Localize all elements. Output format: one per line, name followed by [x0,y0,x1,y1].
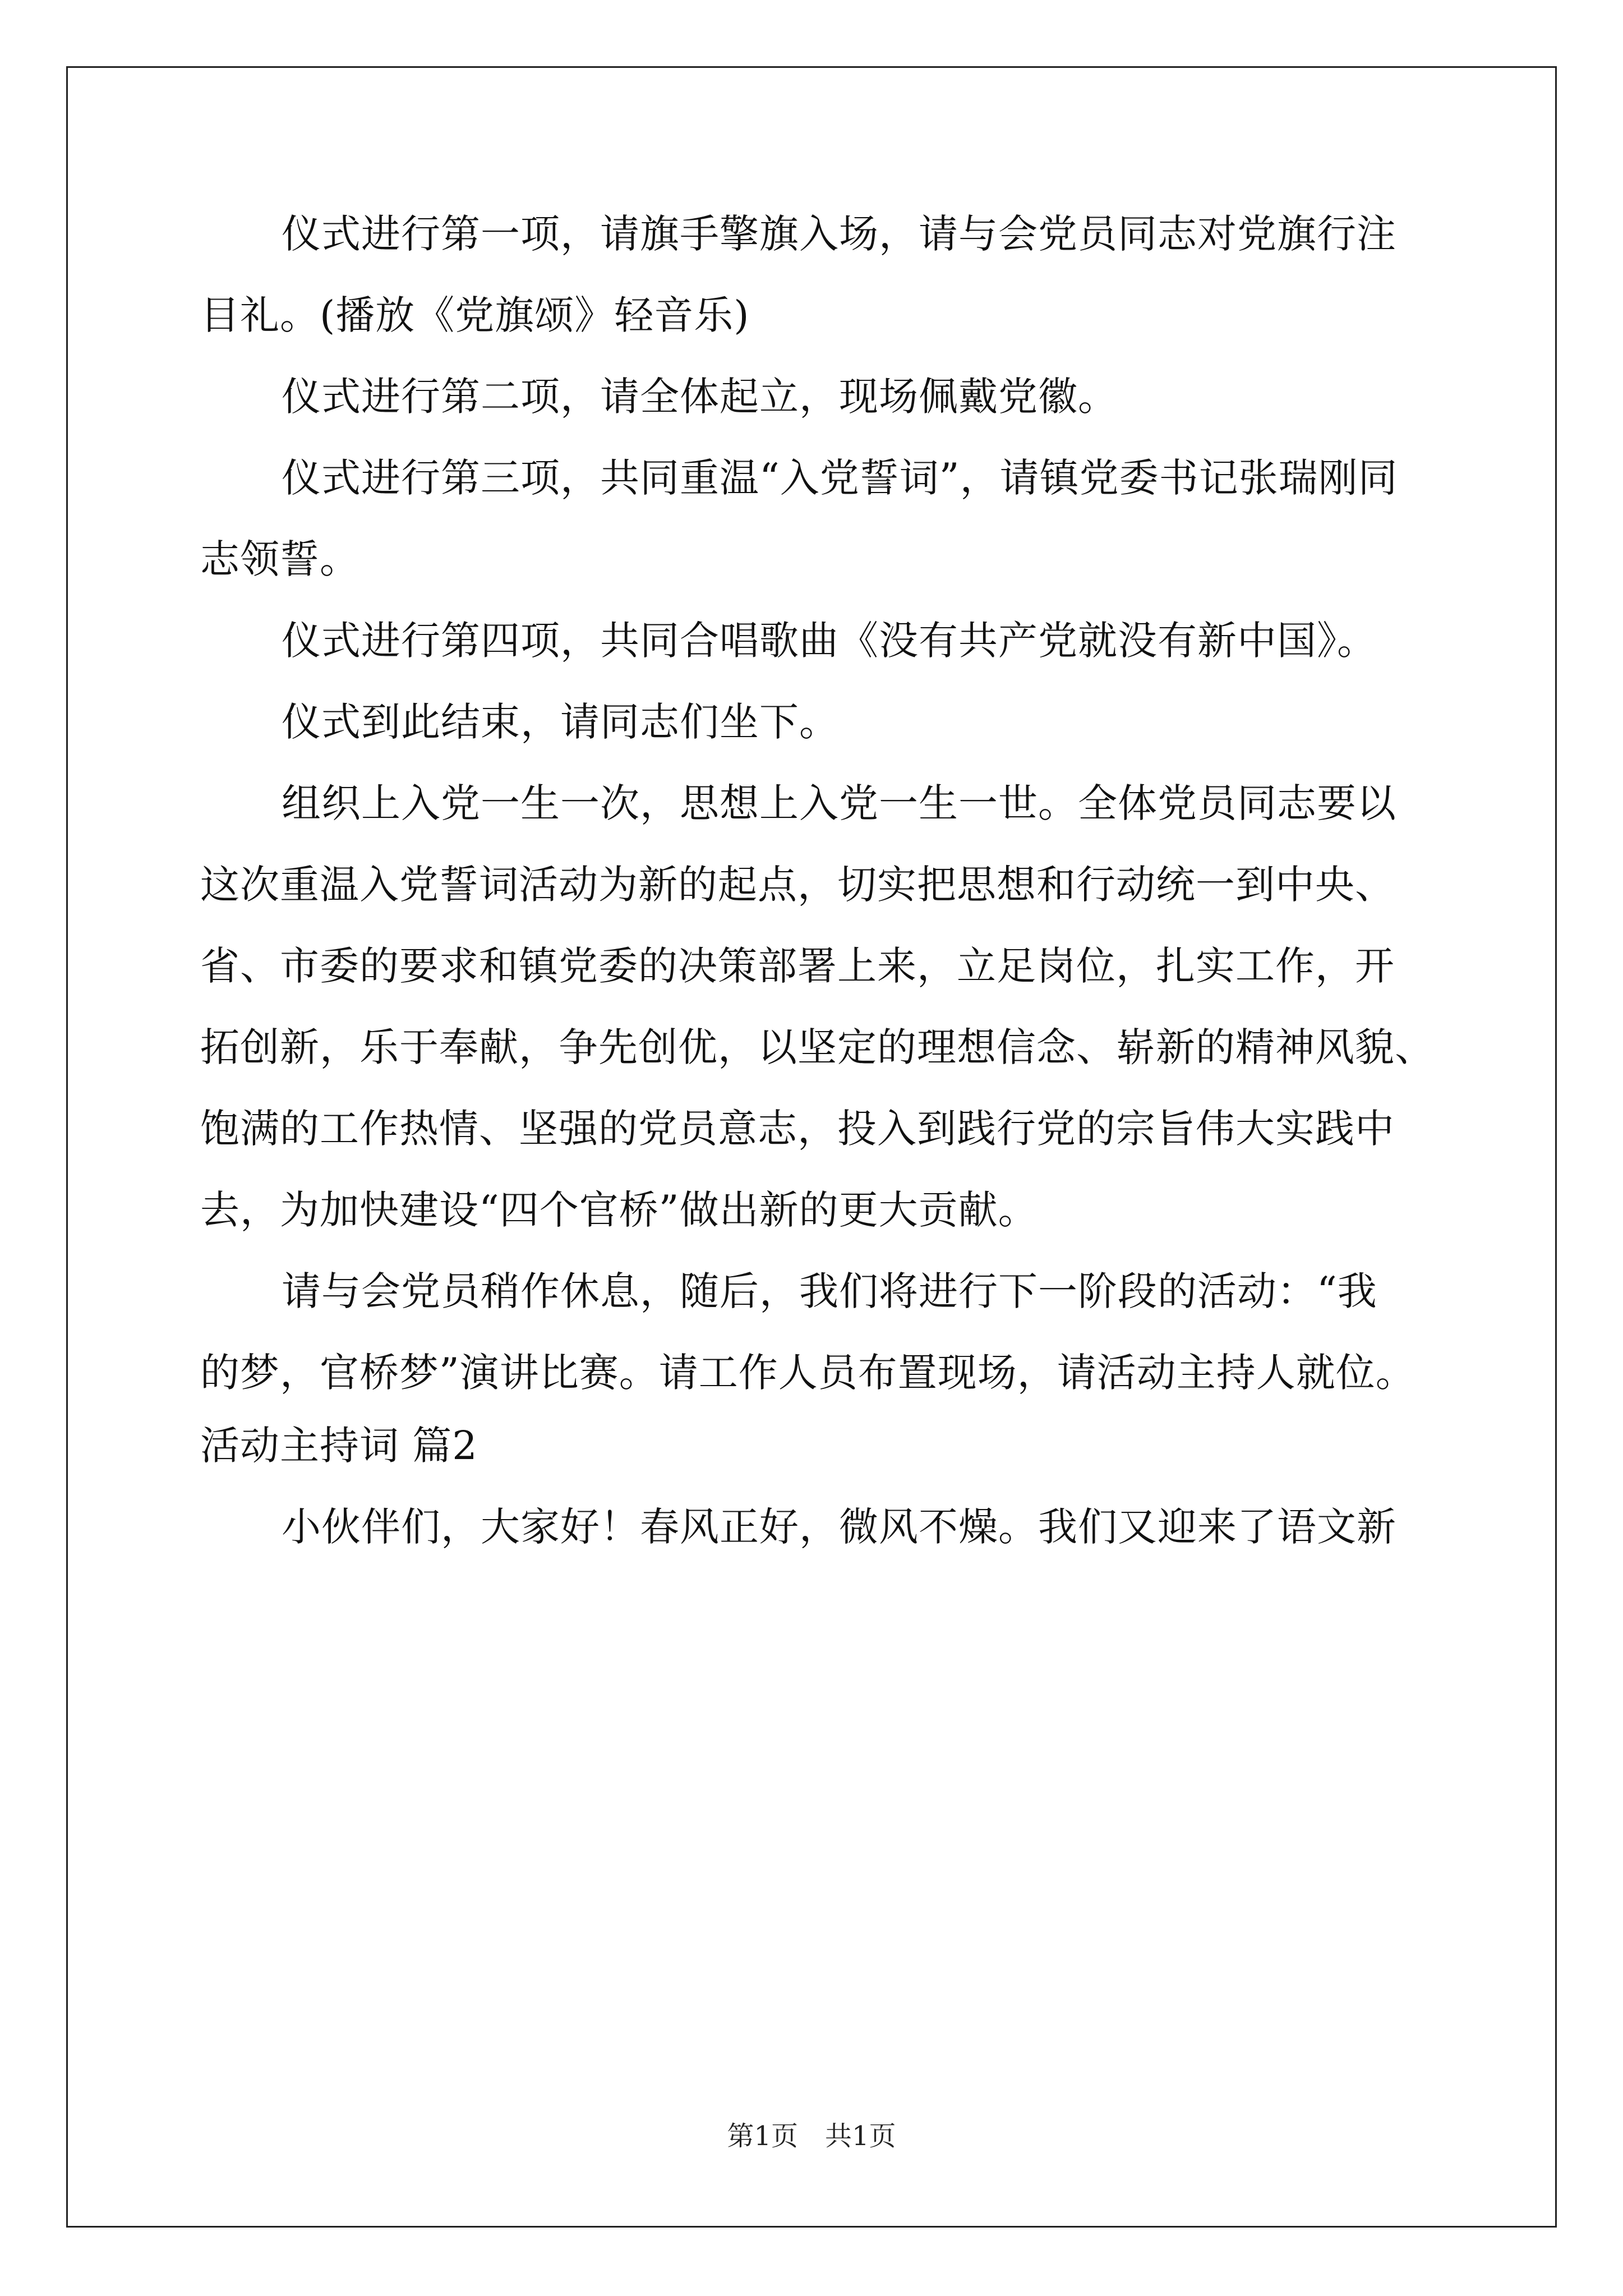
paragraph-line: 仪式进行第一项，请旗手擎旗入场，请与会党员同志对党旗行注 [282,211,1396,257]
paragraph-line: 小伙伴们，大家好！春风正好，微风不燥。我们又迎来了语文新 [282,1504,1396,1550]
section-heading: 活动主持词 篇2 [200,1423,478,1469]
page-number-footer: 第1页 共1页 [727,2120,896,2152]
paragraph-line: 省、市委的要求和镇党委的决策部署上来，立足岗位，扎实工作，开 [200,943,1395,989]
paragraph-line: 仪式进行第三项，共同重温“入党誓词”，请镇党委书记张瑞刚同 [282,455,1398,501]
paragraph-line: 请与会党员稍作休息，随后，我们将进行下一阶段的活动：“我 [282,1268,1377,1314]
paragraph-line: 仪式进行第四项，共同合唱歌曲《没有共产党就没有新中国》。 [282,618,1377,664]
paragraph-line: 的梦，官桥梦”演讲比赛。请工作人员布置现场，请活动主持人就位。 [200,1350,1415,1396]
paragraph-line: 目礼。(播放《党旗颂》轻音乐) [200,292,750,338]
paragraph-line: 仪式进行第二项，请全体起立，现场佩戴党徽。 [282,374,1118,420]
paragraph-line: 饱满的工作热情、坚强的党员意志，投入到践行党的宗旨伟大实践中 [200,1106,1395,1152]
paragraph-line: 志领誓。 [200,536,359,582]
paragraph-line: 这次重温入党誓词活动为新的起点，切实把思想和行动统一到中央、 [200,862,1395,908]
paragraph-line: 组织上入党一生一次，思想上入党一生一世。全体党员同志要以 [282,780,1396,826]
paragraph-line: 仪式到此结束，请同志们坐下。 [282,699,839,745]
paragraph-line: 拓创新，乐于奉献，争先创优，以坚定的理想信念、崭新的精神风貌、 [200,1024,1435,1070]
paragraph-line: 去，为加快建设“四个官桥”做出新的更大贡献。 [200,1187,1038,1233]
